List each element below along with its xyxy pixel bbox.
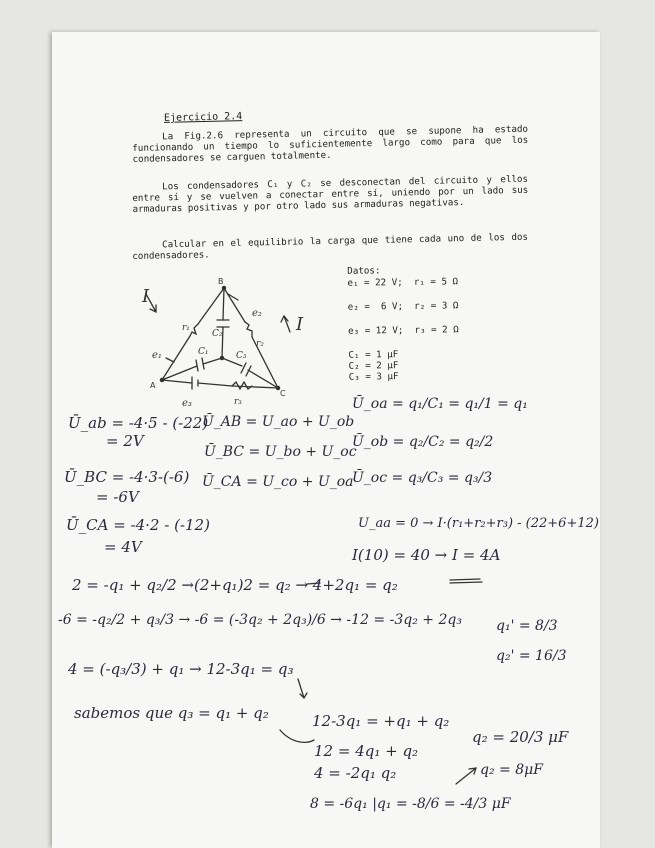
hand-left-3: Ū_BC = -4·3-(-6) xyxy=(64,468,190,486)
node-b-label: B xyxy=(218,277,224,286)
hand-result-3: q₂ = 20/3 μF xyxy=(472,728,569,746)
hand-eq-8: 8 = -6q₁ |q₁ = -8/6 = -4/3 μF xyxy=(310,796,511,812)
current-label-left: I xyxy=(142,286,150,307)
hand-left-2: = 2V xyxy=(106,432,144,450)
hand-eq-1: 2 = -q₁ + q₂/2 →(2+q₁)2 = q₂ → 4+2q₁ = q₂ xyxy=(72,576,398,594)
branch-b-o-2 xyxy=(222,327,223,358)
cap-c1-plate-b xyxy=(202,358,204,369)
branch-c-o-2 xyxy=(222,358,242,366)
hand-result-4: q₂ = 8μF xyxy=(480,762,543,778)
r1-label: r₁ xyxy=(182,323,190,333)
hand-right-3: Ū_oc = q₃/C₃ = q₃/3 xyxy=(352,470,493,486)
datos-cap-3: C₃ = 3 μF xyxy=(348,371,399,383)
hand-right-5: I(10) = 40 → I = 4A xyxy=(352,546,501,564)
exercise-heading: Ejercicio 2.4 xyxy=(163,111,243,124)
current-arrow-left xyxy=(146,294,156,312)
hand-eq-2: -6 = -q₂/2 + q₃/3 → -6 = (-3q₂ + 2q₃)/6 → -12 = -3q₂ + 2q₃ xyxy=(58,612,462,628)
current-arrow-right xyxy=(281,316,290,332)
resistor-r1 xyxy=(190,324,198,336)
hand-right-1: Ū_oa = q₁/C₁ = q₁/1 = q₁ xyxy=(352,396,528,412)
datos-label: Datos: xyxy=(347,265,381,277)
current-label-right: I xyxy=(296,314,304,335)
resistor-r3 xyxy=(232,382,252,389)
edge-ab-lower xyxy=(162,336,190,380)
hand-mid-2: Ū_BC = U_bo + U_oc xyxy=(204,444,357,460)
e3-label: e₃ xyxy=(182,398,192,409)
hand-eq-7: 4 = -2q₁ q₂ xyxy=(314,764,397,782)
c1-label: C₁ xyxy=(198,347,209,357)
resistor-r2 xyxy=(245,322,252,337)
hand-arrow-1 xyxy=(280,730,314,742)
datos-cap-1: C₁ = 1 μF xyxy=(348,349,399,361)
datos-row-3: e₃ = 12 V; r₃ = 2 Ω xyxy=(348,324,459,337)
r2-label: r₂ xyxy=(256,339,264,349)
branch-a-o-2 xyxy=(203,358,222,364)
hand-right-4: U_aa = 0 → I·(r₁+r₂+r₃) - (22+6+12) xyxy=(358,516,599,531)
paragraph-3: Calcular en el equilibrio la carga que tiene cada uno de los dos condensadores. xyxy=(132,231,529,262)
branch-c-o xyxy=(248,370,278,388)
branch-b-o xyxy=(223,288,224,320)
cap-c3-plate-a xyxy=(241,363,246,373)
hand-eq-6: 12 = 4q₁ + q₂ xyxy=(314,742,419,760)
hand-eq-5: 12-3q₁ = +q₁ + q₂ xyxy=(312,712,450,730)
hand-eq-3: 4 = (-q₃/3) + q₁ → 12-3q₁ = q₃ xyxy=(68,660,294,678)
hand-left-6: = 4V xyxy=(104,538,142,556)
hand-eq-4: sabemos que q₃ = q₁ + q₂ xyxy=(74,704,269,722)
branch-a-o xyxy=(162,366,197,380)
battery-e2-plate xyxy=(228,294,238,300)
hand-arrow-3 xyxy=(456,768,476,784)
battery-e1-plate xyxy=(166,358,174,362)
hand-result-2: q₂' = 16/3 xyxy=(496,648,567,664)
r3-label: r₃ xyxy=(234,397,242,407)
hand-mid-3: Ū_CA = U_co + U_oa xyxy=(202,474,354,490)
hand-left-1: Ū_ab = -4·5 - (-22) xyxy=(68,414,209,432)
edge-bc-upper xyxy=(224,288,245,322)
cap-c1-plate-a xyxy=(196,360,198,371)
cap-c3-plate-b xyxy=(246,366,251,376)
e1-label: e₁ xyxy=(152,350,162,361)
hand-left-4: = -6V xyxy=(96,488,139,506)
datos-row-2: e₂ = 6 V; r₂ = 3 Ω xyxy=(347,300,459,313)
e2-label: e₂ xyxy=(252,308,262,319)
hand-left-5: Ū_CA = -4·2 - (-12) xyxy=(66,516,210,534)
hand-right-2: Ū_ob = q₂/C₂ = q₂/2 xyxy=(352,434,494,450)
hand-mid-1: Ū_AB = U_ao + U_ob xyxy=(202,414,355,430)
c3-label: C₃ xyxy=(236,351,247,361)
edge-bc-lower xyxy=(252,337,278,388)
hand-arrow-2 xyxy=(298,679,307,698)
hand-result-1: q₁' = 8/3 xyxy=(496,618,558,634)
edge-ac-left xyxy=(162,380,192,383)
paragraph-2: Los condensadores C₁ y C₂ se desconectan del circuito y ellos entre sí y se vuelven a conectar entre sí, uniendo por un lado sus armaduras positivas y por otro lado sus armaduras negativas. xyxy=(132,173,529,215)
edge-ab-upper xyxy=(198,288,224,324)
edge-ac-right xyxy=(232,386,278,388)
datos-row-1: e₁ = 22 V; r₁ = 5 Ω xyxy=(347,276,459,289)
c2-label: C₂ xyxy=(212,329,223,339)
node-a-label: A xyxy=(150,381,156,390)
datos-block xyxy=(347,264,459,383)
datos-cap-2: C₂ = 2 μF xyxy=(348,360,399,372)
document-page xyxy=(52,32,600,848)
node-c-label: C xyxy=(280,389,286,398)
paragraph-1: La Fig.2.6 representa un circuito que se supone ha estado funcionando un tiempo lo suficientemente largo como para que los condensadores se carguen totalmente. xyxy=(132,123,529,165)
